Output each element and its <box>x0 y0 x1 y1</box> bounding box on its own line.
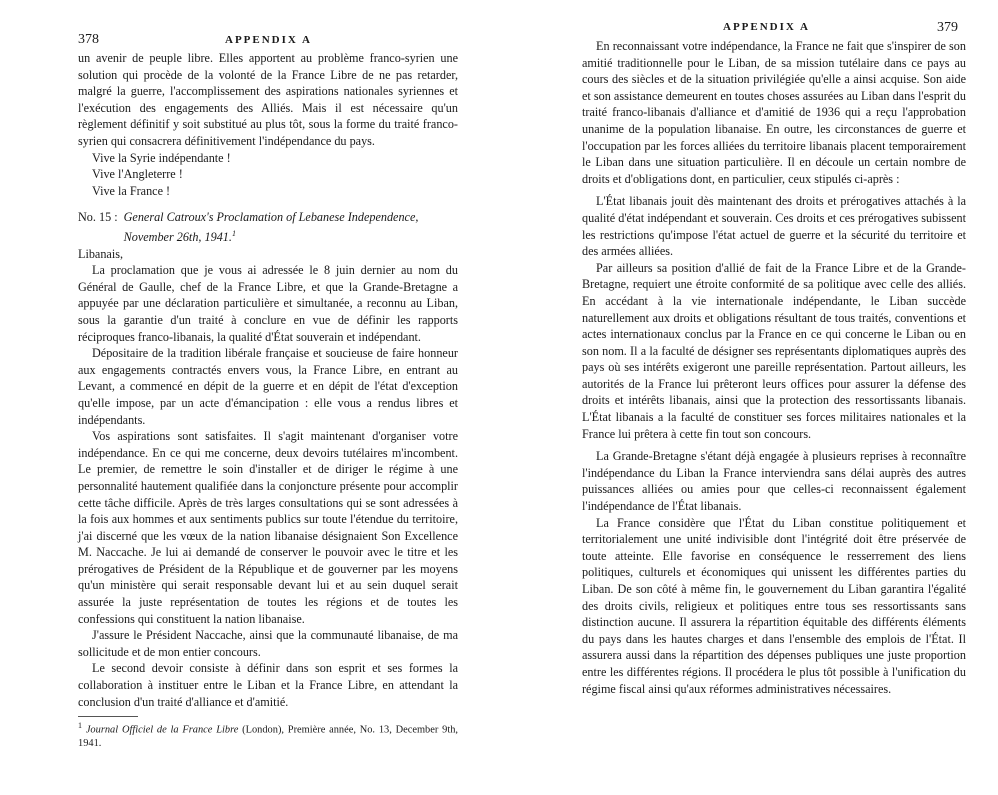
document-heading <box>78 209 458 245</box>
left-text-column <box>78 50 458 750</box>
body-paragraph: La proclamation que je vous ai adressée le 8 juin dernier au nom du Général de Gaulle, chef de la France Libre, et que la Grande-Bretagne a appuyée par une déclaration particulière et simultanée, a reconnu au Liban, sous la garantie d'un traité à conclure en vue de définir les rapports réciproques franco-libanais, la qualité d'État souverain et indépendant. <box>78 263 458 344</box>
body-paragraph: L'État libanais jouit dès maintenant des droits et prérogatives attachés à la qualité d'état indépendant et souverain. Ces droits et ces prérogatives subissent les restrictions qu'impose l'état actuel de guerre et la sécurité du territoire et des armées alliées. <box>582 194 966 259</box>
running-head: APPENDIX A <box>723 21 810 33</box>
body-paragraph: Vos aspirations sont satisfaites. Il s'agit maintenant d'organiser votre indépendance. En ce qui me concerne, deux devoirs tutélaires m'incombent. Le premier, de remettre le soin d'installer et de diriger le régime à une personnalité hautement qualifiée dans la conjoncture présente pour accomplir cette tâche difficile. Après de très larges consultations qui se sont adressées à la fois aux hommes et aux sentiments publics sur toute l'étendue du territoire, j'ai discerné que les vœux de la nation libanaise désignaient Son Excellence M. Naccache. Je lui ai demandé de conserver le pouvoir avec le titre et les prérogatives de Président de la République et de gouverner par les moyens qu'un ministère qui serait responsable devant lui et au sein duquel serait assurée la juste représentation de toutes les régions et de toutes les confessions qui constituent la nation libanaise. <box>78 429 458 626</box>
body-paragraph: Le second devoir consiste à définir dans son esprit et ses formes la collaboration à instituer entre le Liban et la France Libre, en attendant la conclusion d'un traité d'alliance et d'amitié. <box>78 661 458 709</box>
vive-line: Vive la France ! <box>92 183 171 198</box>
body-paragraph: En reconnaissant votre indépendance, la France ne fait que s'inspirer de son amitié traditionnelle pour le Liban, de sa mission tutélaire dans ce pays au cours des siècles et de la situation privilégiée qu'elle a ainsi acquise. Son aide et son assistance demeurent en toutes choses assurées au Liban dans l'esprit du traité franco-libanais d'alliance et d'amitié de 1936 qui a reçu l'approbation unanime de la population libanaise. En outre, les circonstances de guerre et l'occupation par les forces alliées du territoire libanais placent temporairement le Liban dans une situation particulière. Il en découle un certain nombre de droits et d'obligations dont, en particulier, ceux stipulés ci-après : <box>582 39 966 186</box>
salutation: Libanais, <box>78 246 124 261</box>
page-number: 379 <box>937 20 958 35</box>
footnote-rule <box>78 716 138 717</box>
body-paragraph: J'assure le Président Naccache, ainsi que la communauté libanaise, de ma sollicitude et de mon entier concours. <box>78 628 458 659</box>
vive-line: Vive l'Angleterre ! <box>92 167 183 182</box>
running-head: APPENDIX A <box>225 34 312 46</box>
body-paragraph: La France considère que l'État du Liban constitue politiquement et territorialement une unité indivisible dont l'intégrité doit être préservée de toute atteinte. Elle favorise en conséquence le resserrement des liens politiques, culturels et économiques qui unissent les différentes parties du Liban. De son côté à même fin, le gouvernement du Liban garantira l'égalité des droits civils, religieux et politiques entre tous ses ressortissants sans distinction aucune. Il assurera la répartition équitable des différents éléments du pays dans les hautes charges et dans l'ensemble des emplois de l'État. Il assurera aussi dans la répartition des dépenses publiques une juste proportion entre les différentes régions. Il procédera le plus tôt possible à l'unification du régime fiscal ainsi qu'aux réformes administratives nécessaires. <box>582 515 966 696</box>
footnote-rest: (London), Première année, No. 13, December 9th, 1941. <box>78 724 458 749</box>
body-paragraph: Par ailleurs sa position d'allié de fait de la France Libre et de la Grande-Bretagne, requiert une étroite conformité de sa politique avec celle des alliés. En accédant à la vie internationale indépendante, le Liban succède naturellement aux droits et obligations résultant de tous traités, conventions et actes internationaux conclus par la France en ce qui concerne le Liban ou en son nom. Il a la faculté de désigner ses représentants diplomatiques auprès des pays où ses intérêts exigeront une pareille représentation. Partout ailleurs, les autorités de la France lui prêteront leurs offices pour assurer la défense des droits et intérêts libanais, ainsi que la protection des ressortissants libanais. L'État libanais a la faculté de constituer ses forces militaires nationales et la France lui prêtera à cette fin tout son concours. <box>582 260 966 441</box>
body-paragraph: Dépositaire de la tradition libérale française et soucieuse de faire honneur aux engagements contractés envers vous, la France Libre, en entrant au Levant, a commencé en dépit de la guerre et en dépit de l'état d'exception qu'elle impose, par un acte d'émancipation : elle vous a rendus libres et indépendants. <box>78 346 458 427</box>
footnote: $^1$ Journal Officiel de la France Libre (London), Première année, No. 13, December 9th, 1941. <box>78 721 458 749</box>
document-number: No. 15 : <box>78 210 118 225</box>
right-text-column <box>582 38 966 697</box>
opening-paragraph: un avenir de peuple libre. Elles apportent au problème franco-syrien une solution qui procède de la volonté de la France Libre de ne pas retarder, malgré la guerre, l'accomplissement des aspirations nationales syriennes et l'exécution des engagements des Alliés. Mais il est nécessaire qu'un règlement définitif y soit substitué au plus tôt, sous la forme du traité franco-syrien qui consacrera définitivement l'indépendance du pays. <box>78 51 458 148</box>
footnote-mark: 1 <box>231 228 236 238</box>
page-number: 378 <box>78 32 99 47</box>
body-paragraph: La Grande-Bretagne s'étant déjà engagée à plusieurs reprises à reconnaître l'indépendance du Liban la France interviendra sans délai auprès des autres puissances alliées ou amies pour que celles-ci reconnaissent également l'indépendance de l'État libanais. <box>582 449 966 514</box>
document-title: General Catroux's Proclamation of Lebanese Independence, November 26th, 1941.$^1$ <box>123 210 419 244</box>
vive-line: Vive la Syrie indépendante ! <box>92 150 231 165</box>
right-page <box>499 0 998 795</box>
footnote-source: Journal Officiel de la France Libre <box>85 724 239 736</box>
